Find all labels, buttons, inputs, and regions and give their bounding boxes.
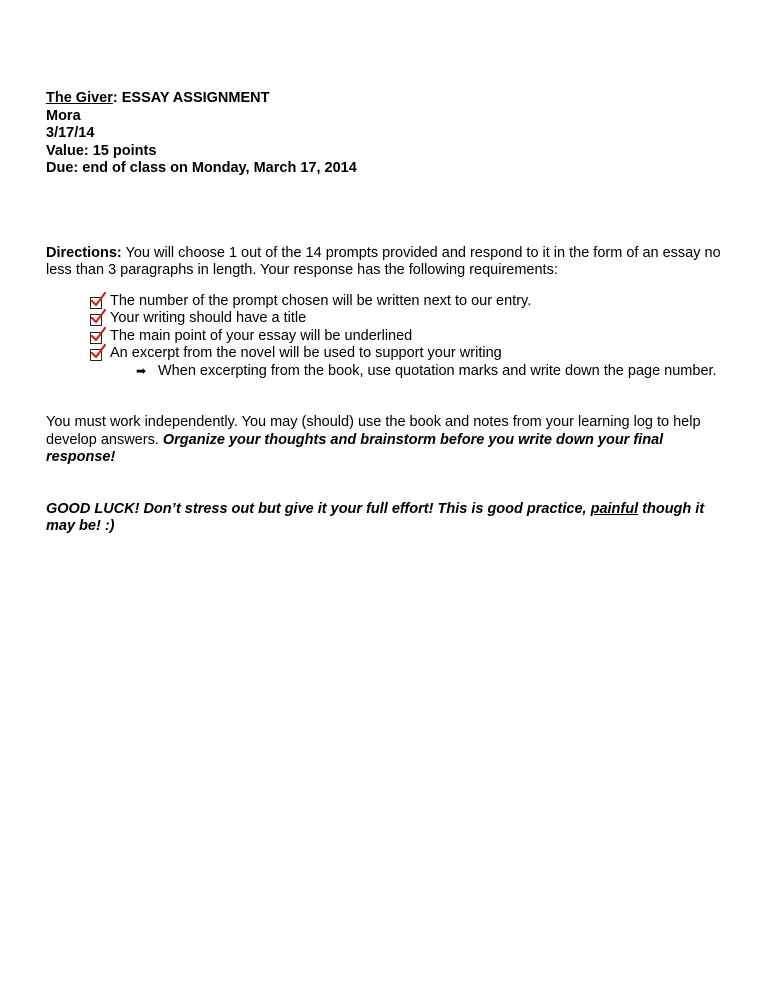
- requirement-text: Your writing should have a title: [110, 310, 307, 326]
- checked-box-icon: [90, 314, 102, 326]
- checked-box-icon: [90, 349, 102, 361]
- independent-work-text: You must work independently. You may (should) use the book and notes from your learning log to help develop answers.: [46, 414, 701, 448]
- assignment-date: 3/17/14: [46, 125, 95, 141]
- independent-work-paragraph: [46, 414, 736, 467]
- assignment-document: [46, 90, 736, 550]
- closing-text-start: GOOD LUCK! Don’t stress out but give it your full effort! This is good practice,: [46, 500, 591, 517]
- directions-paragraph: [46, 245, 736, 280]
- book-title: The Giver: [46, 90, 113, 106]
- checked-box-icon: [90, 332, 102, 344]
- requirement-text: An excerpt from the novel will be used to support your writing: [110, 345, 502, 361]
- teacher-name: Mora: [46, 107, 81, 124]
- directions-label: Directions:: [46, 244, 122, 261]
- arrow-right-icon: ➡: [136, 363, 147, 378]
- requirement-item: [90, 345, 736, 363]
- requirement-text: The number of the prompt chosen will be written next to our entry.: [110, 292, 532, 309]
- brainstorm-emphasis: Organize your thoughts and brainstorm before you write down your final response!: [46, 431, 664, 465]
- requirement-item: [90, 310, 736, 328]
- requirement-item: [90, 328, 736, 346]
- directions-text: You will choose 1 out of the 14 prompts provided and respond to it in the form of an essay no less than 3 paragraphs in length. Your response has the following requirements:: [46, 244, 721, 278]
- closing-text-end: though it may be! :): [46, 500, 705, 534]
- assignment-header: [46, 90, 736, 178]
- checked-box-icon: [90, 297, 102, 309]
- sub-requirement-text: When excerpting from the book, use quotation marks and write down the page number.: [158, 362, 717, 379]
- point-value: Value: 15 points: [46, 142, 157, 159]
- requirements-list: [46, 293, 736, 363]
- due-date: Due: end of class on Monday, March 17, 2014: [46, 160, 357, 176]
- assignment-title: [46, 90, 736, 108]
- closing-underlined-word: painful: [590, 500, 639, 517]
- requirement-item: [90, 293, 736, 311]
- requirement-text: The main point of your essay will be underlined: [110, 327, 413, 344]
- sub-requirement: [136, 363, 736, 381]
- closing-message: [46, 501, 736, 536]
- assignment-type: : ESSAY ASSIGNMENT: [112, 90, 270, 106]
